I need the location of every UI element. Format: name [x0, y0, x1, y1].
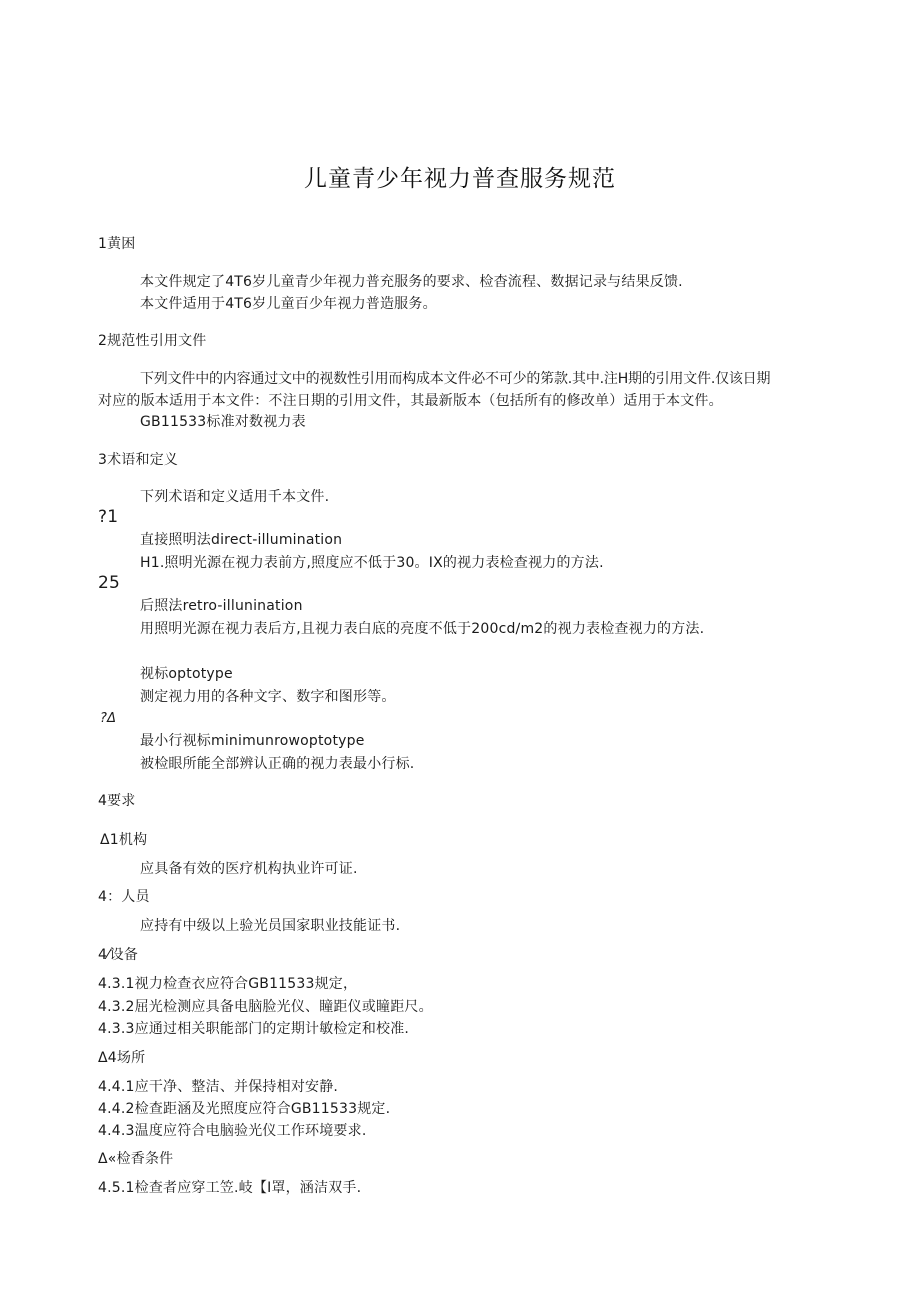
document-title: 儿童青少年视力普查服务规范: [304, 166, 616, 192]
section-1-paragraph-1: 本文件规定了4T6岁儿童青少年视力普充服务的要求、检杳流程、数据记录与结果反馈.: [140, 274, 683, 290]
section-2-heading: 2规范性引用文件: [98, 333, 207, 349]
term-3-definition: 测定视力用的各种文字、数字和图形等。: [140, 689, 396, 705]
term-2-definition: 用照明光源在视力表后方,且视力表白底的亮度不低于200cd∕m2的视力表检查视力的方法.: [140, 621, 705, 637]
normative-reference: GB11533标准对数视力表: [140, 414, 306, 430]
term-1-number: ?1: [98, 507, 119, 527]
section-1-heading: 1黄困: [98, 236, 136, 252]
clause-4-3-2: 4.3.2屈光检测应具备电脑脸光仪、瞳距仪或瞳距尺。: [98, 999, 433, 1015]
clause-4-5-1: 4.5.1检查者应穿工笠.岐【I罩，涵洁双手.: [98, 1180, 362, 1196]
subsection-4-2-text: 应持有中级以上验光员国家职业技能证书.: [140, 918, 401, 934]
term-4-name: 最小行视标minimunrowoptotype: [140, 733, 365, 749]
section-4-heading: 4要求: [98, 793, 136, 809]
clause-4-4-2: 4.4.2检查距涵及光照度应符合GB11533规定.: [98, 1101, 391, 1117]
section-2-paragraph-line-2: 对应的版本适用于本文件：不注日期的引用文件，其最新版本（包括所有的修改单）适用于本文件。: [98, 393, 723, 409]
term-4-number: ?Δ: [100, 711, 117, 726]
clause-4-4-1: 4.4.1应干净、整洁、并保持相对安静.: [98, 1079, 339, 1095]
clause-4-3-3: 4.3.3应通过相关职能部门的定期计敏检定和校准.: [98, 1021, 410, 1037]
section-3-heading: 3术语和定义: [98, 452, 179, 468]
section-3-intro: 下列术语和定义适用千本文件.: [140, 489, 330, 505]
term-1-definition: H1.照明光源在视力表前方,照度应不低于30。IX的视力表检查视力的方法.: [140, 555, 604, 571]
term-4-definition: 被检眼所能全部辨认正确的视力表最小行标.: [140, 756, 415, 772]
section-1-paragraph-2: 本文件适用于4T6岁儿童百少年视力普造服务。: [140, 296, 437, 312]
clause-4-3-1: 4.3.1视力检查衣应符合GB11533规定，: [98, 976, 358, 992]
term-2-name: 后照法retro-illunination: [140, 598, 303, 614]
term-3-name: 视标optotype: [140, 666, 233, 682]
section-2-paragraph-line-1: 下列文件中的内容通过文中的视数性引用而构成本文件必不可少的笫款.其中.注H期的引用文件.仅该日期: [140, 371, 771, 387]
subsection-4-1-text: 应具备有效的医疗机构执业许可证.: [140, 861, 358, 877]
subsection-4-4-heading: Δ4场所: [98, 1050, 146, 1066]
term-2-number: 25: [98, 573, 121, 593]
subsection-4-2-heading: 4：人员: [98, 889, 150, 905]
term-1-name: 直接照明法direct-illumination: [140, 532, 343, 548]
subsection-4-3-heading: 4⁄设备: [98, 947, 139, 963]
subsection-4-1-heading: Δ1机构: [100, 832, 148, 848]
clause-4-4-3: 4.4.3温度应符合电脑验光仪工作环境要求.: [98, 1123, 367, 1139]
subsection-4-5-heading: Δ«检香条件: [98, 1151, 174, 1167]
